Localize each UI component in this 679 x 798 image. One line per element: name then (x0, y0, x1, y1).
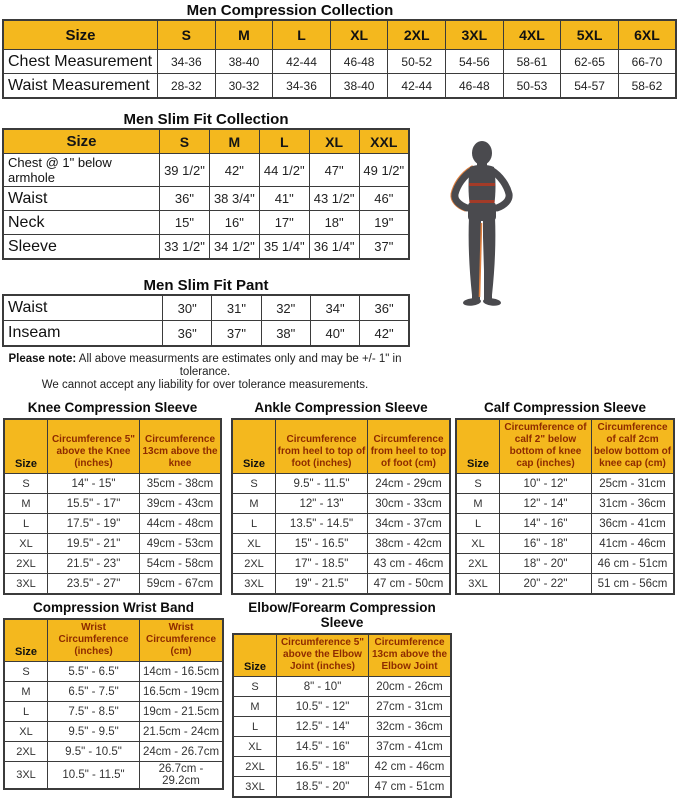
row-label: S (456, 474, 500, 494)
table-row (3, 74, 676, 99)
table-row (4, 742, 223, 762)
cell-value: 32cm - 36cm (369, 717, 452, 737)
cell-value: 9.5" - 9.5" (48, 722, 140, 742)
row-label: 3XL (232, 574, 276, 595)
row-label: XL (4, 722, 48, 742)
column-header: Size (3, 20, 158, 50)
column-header: Wrist Circumference (inches) (48, 619, 140, 662)
row-label: 3XL (4, 762, 48, 790)
row-label: 2XL (232, 554, 276, 574)
cell-value: 18" - 20" (500, 554, 592, 574)
column-header: Size (4, 619, 48, 662)
men-slim-fit-pant-title: Men Slim Fit Pant (143, 277, 269, 294)
cell-value: 21.5" - 23" (48, 554, 140, 574)
calf-compression-sleeve-table (455, 418, 675, 595)
column-header: S (160, 129, 210, 154)
male-silhouette-figure (448, 141, 516, 313)
cell-value: 47 cm - 51cm (369, 777, 452, 798)
cell-value: 28-32 (158, 74, 216, 99)
table-row (4, 474, 221, 494)
table-row (232, 574, 450, 595)
row-label: M (456, 494, 500, 514)
cell-value: 42-44 (388, 74, 446, 99)
table-row (3, 211, 409, 235)
row-label: Inseam (3, 321, 163, 347)
column-header: Size (3, 129, 160, 154)
column-header: Size (233, 634, 277, 677)
column-header: L (273, 20, 331, 50)
cell-value: 9.5" - 10.5" (48, 742, 140, 762)
men-slim-fit-collection-table (0, 128, 679, 260)
table-row (233, 717, 451, 737)
table-row (233, 737, 451, 757)
row-label: M (232, 494, 276, 514)
cell-value: 35 1/4" (259, 235, 309, 260)
header-row (232, 419, 450, 474)
cell-value: 50-53 (503, 74, 561, 99)
column-header: XL (309, 129, 359, 154)
row-label: L (4, 514, 48, 534)
cell-value: 10.5" - 12" (277, 697, 369, 717)
cell-value: 36" (160, 187, 210, 211)
cell-value: 34-36 (158, 50, 216, 74)
header-row (4, 619, 223, 662)
cell-value: 54-57 (561, 74, 619, 99)
elbow-forearm-compression-sleeve-table (232, 633, 452, 798)
cell-value: 59cm - 67cm (140, 574, 222, 595)
row-label: M (233, 697, 277, 717)
column-header: L (259, 129, 309, 154)
column-header: M (209, 129, 259, 154)
cell-value: 18.5" - 20" (277, 777, 369, 798)
table-row (4, 514, 221, 534)
column-header: 2XL (388, 20, 446, 50)
compression-wrist-band-title: Compression Wrist Band (32, 600, 195, 615)
cell-value: 12.5" - 14" (277, 717, 369, 737)
men-compression-collection-table (0, 19, 679, 99)
table-row (456, 534, 674, 554)
cell-value: 35cm - 38cm (140, 474, 222, 494)
men-compression-collection-title: Men Compression Collection (186, 2, 394, 19)
tolerance-note-line2: We cannot accept any liability for over tolerance measurements. (41, 379, 369, 391)
table-row (3, 235, 409, 260)
column-header: Size (232, 419, 276, 474)
cell-value: 17" - 18.5" (276, 554, 368, 574)
cell-value: 20cm - 26cm (369, 677, 452, 697)
cell-value: 9.5" - 11.5" (276, 474, 368, 494)
column-header: Size (4, 419, 48, 474)
cell-value: 19" (359, 211, 409, 235)
header-row (3, 129, 409, 154)
cell-value: 30cm - 33cm (368, 494, 451, 514)
column-header: Wrist Circumference (cm) (140, 619, 224, 662)
male-body-silhouette (452, 141, 509, 307)
ankle-compression-sleeve-block (231, 400, 451, 595)
row-label: S (233, 677, 277, 697)
cell-value: 19cm - 21.5cm (140, 702, 224, 722)
cell-value: 38" (261, 321, 310, 347)
cell-value: 42-44 (273, 50, 331, 74)
cell-value: 50-52 (388, 50, 446, 74)
row-label: L (4, 702, 48, 722)
cell-value: 33 1/2" (160, 235, 210, 260)
column-header: Circumference 13cm above the Elbow Joint (369, 634, 452, 677)
cell-value: 15.5" - 17" (48, 494, 140, 514)
cell-value: 17" (259, 211, 309, 235)
cell-value: 38-40 (215, 50, 273, 74)
cell-value: 6.5" - 7.5" (48, 682, 140, 702)
column-header: 5XL (561, 20, 619, 50)
table-row (3, 295, 409, 321)
table-row (456, 554, 674, 574)
cell-value: 14" - 16" (500, 514, 592, 534)
cell-value: 14" - 15" (48, 474, 140, 494)
cell-value: 8" - 10" (277, 677, 369, 697)
table-row (3, 187, 409, 211)
cell-value: 36" (163, 321, 212, 347)
table-row (232, 514, 450, 534)
table-row (456, 574, 674, 595)
cell-value: 51 cm - 56cm (592, 574, 675, 595)
table-row (4, 534, 221, 554)
cell-value: 20" - 22" (500, 574, 592, 595)
row-label: S (232, 474, 276, 494)
cell-value: 36cm - 41cm (592, 514, 675, 534)
header-row (4, 419, 221, 474)
column-header: XXL (359, 129, 409, 154)
cell-value: 46" (359, 187, 409, 211)
calf-compression-sleeve-block (455, 400, 675, 595)
compression-wrist-band-table (3, 618, 224, 790)
cell-value: 19.5" - 21" (48, 534, 140, 554)
table-row (232, 554, 450, 574)
table-row (233, 757, 451, 777)
column-header: Circumference of calf 2" below bottom of knee cap (inches) (500, 419, 592, 474)
table-row (233, 777, 451, 798)
cell-value: 16" (209, 211, 259, 235)
table-row (233, 677, 451, 697)
column-header: Circumference 5" above the Elbow Joint (inches) (277, 634, 369, 677)
cell-value: 42" (209, 154, 259, 187)
column-header: Circumference of calf 2cm below bottom of knee cap (cm) (592, 419, 675, 474)
table-row (4, 722, 223, 742)
cell-value: 10.5" - 11.5" (48, 762, 140, 790)
column-header: 6XL (618, 20, 676, 50)
column-header: Circumference from heel to top of foot (cm) (368, 419, 451, 474)
table-row (456, 514, 674, 534)
men-slim-fit-pant-table (0, 294, 679, 347)
cell-value: 32" (261, 295, 310, 321)
cell-value: 19" - 21.5" (276, 574, 368, 595)
cell-value: 14.5" - 16" (277, 737, 369, 757)
table-row (4, 554, 221, 574)
cell-value: 21.5cm - 24cm (140, 722, 224, 742)
cell-value: 38 3/4" (209, 187, 259, 211)
cell-value: 54-56 (446, 50, 504, 74)
elbow-forearm-compression-sleeve-block (232, 600, 452, 798)
row-label: L (456, 514, 500, 534)
cell-value: 24cm - 29cm (368, 474, 451, 494)
table-row (232, 494, 450, 514)
cell-value: 30" (163, 295, 212, 321)
row-label: Neck (3, 211, 160, 235)
cell-value: 39cm - 43cm (140, 494, 222, 514)
table-row (232, 474, 450, 494)
row-label: M (4, 494, 48, 514)
row-label: XL (4, 534, 48, 554)
tolerance-note-line1: Please note: All above measurments are estimates only and may be +/- 1" in tolerance. (8, 353, 402, 378)
cell-value: 54cm - 58cm (140, 554, 222, 574)
cell-value: 31" (212, 295, 261, 321)
row-label: 2XL (4, 742, 48, 762)
cell-value: 16.5cm - 19cm (140, 682, 224, 702)
cell-value: 44cm - 48cm (140, 514, 222, 534)
knee-compression-sleeve-title: Knee Compression Sleeve (27, 400, 198, 415)
cell-value: 17.5" - 19" (48, 514, 140, 534)
cell-value: 47" (309, 154, 359, 187)
wrist-elbow-tables-row (0, 600, 679, 798)
cell-value: 37" (359, 235, 409, 260)
sleeve-tables-row (0, 400, 679, 595)
cell-value: 34 1/2" (209, 235, 259, 260)
table-row (3, 321, 409, 347)
waist-measurement-line (470, 200, 495, 203)
cell-value: 46-48 (446, 74, 504, 99)
cell-value: 49 1/2" (359, 154, 409, 187)
cell-value: 46-48 (330, 50, 388, 74)
cell-value: 18" (309, 211, 359, 235)
header-row (233, 634, 451, 677)
cell-value: 7.5" - 8.5" (48, 702, 140, 722)
column-header: 3XL (446, 20, 504, 50)
cell-value: 38-40 (330, 74, 388, 99)
cell-value: 46 cm - 51cm (592, 554, 675, 574)
row-label: Sleeve (3, 235, 160, 260)
cell-value: 10" - 12" (500, 474, 592, 494)
cell-value: 39 1/2" (160, 154, 210, 187)
cell-value: 43 1/2" (309, 187, 359, 211)
row-label: 3XL (456, 574, 500, 595)
cell-value: 13.5" - 14.5" (276, 514, 368, 534)
cell-value: 36" (360, 295, 409, 321)
cell-value: 41" (259, 187, 309, 211)
table-row (4, 574, 221, 595)
table-row (232, 534, 450, 554)
header-row (3, 20, 676, 50)
knee-compression-sleeve-block (3, 400, 222, 595)
row-label: 2XL (4, 554, 48, 574)
men-slim-fit-collection-title: Men Slim Fit Collection (123, 111, 289, 128)
row-label: L (232, 514, 276, 534)
row-label: 2XL (456, 554, 500, 574)
calf-compression-sleeve-title: Calf Compression Sleeve (483, 400, 647, 415)
table-row (3, 50, 676, 74)
right-leg (483, 217, 495, 301)
cell-value: 44 1/2" (259, 154, 309, 187)
cell-value: 40" (310, 321, 359, 347)
column-header: M (215, 20, 273, 50)
column-header: Circumference from heel to top of foot (inches) (276, 419, 368, 474)
cell-value: 34" (310, 295, 359, 321)
row-label: S (4, 474, 48, 494)
cell-value: 49cm - 53cm (140, 534, 222, 554)
cell-value: 24cm - 26.7cm (140, 742, 224, 762)
cell-value: 34cm - 37cm (368, 514, 451, 534)
table-row (233, 697, 451, 717)
cell-value: 31cm - 36cm (592, 494, 675, 514)
cell-value: 41cm - 46cm (592, 534, 675, 554)
cell-value: 34-36 (273, 74, 331, 99)
elbow-forearm-compression-sleeve-title: Elbow/Forearm Compression Sleeve (248, 600, 436, 630)
ankle-compression-sleeve-title: Ankle Compression Sleeve (254, 400, 428, 415)
cell-value: 42" (360, 321, 409, 347)
chest-measurement-line (469, 183, 495, 186)
header-row (456, 419, 674, 474)
cell-value: 37" (212, 321, 261, 347)
row-label: Waist (3, 187, 160, 211)
cell-value: 15" - 16.5" (276, 534, 368, 554)
cell-value: 16" - 18" (500, 534, 592, 554)
row-label: Waist (3, 295, 163, 321)
cell-value: 27cm - 31cm (369, 697, 452, 717)
cell-value: 47 cm - 50cm (368, 574, 451, 595)
cell-value: 16.5" - 18" (277, 757, 369, 777)
cell-value: 62-65 (561, 50, 619, 74)
row-label: L (233, 717, 277, 737)
row-label: Waist Measurement (3, 74, 158, 99)
cell-value: 14cm - 16.5cm (140, 662, 224, 682)
column-header: S (158, 20, 216, 50)
table-row (4, 662, 223, 682)
cell-value: 58-61 (503, 50, 561, 74)
cell-value: 12" - 14" (500, 494, 592, 514)
row-label: M (4, 682, 48, 702)
table-row (4, 762, 223, 790)
table-row (4, 494, 221, 514)
column-header: XL (330, 20, 388, 50)
row-label: Chest @ 1" below armhole (3, 154, 160, 187)
row-label: 3XL (233, 777, 277, 798)
column-header: Circumference 5" above the Knee (inches) (48, 419, 140, 474)
cell-value: 38cm - 42cm (368, 534, 451, 554)
row-label: 2XL (233, 757, 277, 777)
table-row (3, 154, 409, 187)
compression-wrist-band-block (3, 600, 224, 790)
cell-value: 30-32 (215, 74, 273, 99)
column-header: Size (456, 419, 500, 474)
tolerance-note (0, 353, 410, 392)
row-label: 3XL (4, 574, 48, 595)
cell-value: 5.5" - 6.5" (48, 662, 140, 682)
cell-value: 15" (160, 211, 210, 235)
table-row (4, 682, 223, 702)
cell-value: 37cm - 41cm (369, 737, 452, 757)
cell-value: 25cm - 31cm (592, 474, 675, 494)
table-row (456, 474, 674, 494)
cell-value: 26.7cm - 29.2cm (140, 762, 224, 790)
cell-value: 66-70 (618, 50, 676, 74)
column-header: Circumference 13cm above the knee (140, 419, 222, 474)
table-row (4, 702, 223, 722)
cell-value: 23.5" - 27" (48, 574, 140, 595)
ankle-compression-sleeve-table (231, 418, 451, 595)
column-header: 4XL (503, 20, 561, 50)
row-label: XL (233, 737, 277, 757)
row-label: XL (232, 534, 276, 554)
cell-value: 36 1/4" (309, 235, 359, 260)
cell-value: 58-62 (618, 74, 676, 99)
row-label: S (4, 662, 48, 682)
table-row (456, 494, 674, 514)
row-label: Chest Measurement (3, 50, 158, 74)
cell-value: 42 cm - 46cm (369, 757, 452, 777)
cell-value: 43 cm - 46cm (368, 554, 451, 574)
row-label: XL (456, 534, 500, 554)
knee-compression-sleeve-table (3, 418, 222, 595)
cell-value: 12" - 13" (276, 494, 368, 514)
